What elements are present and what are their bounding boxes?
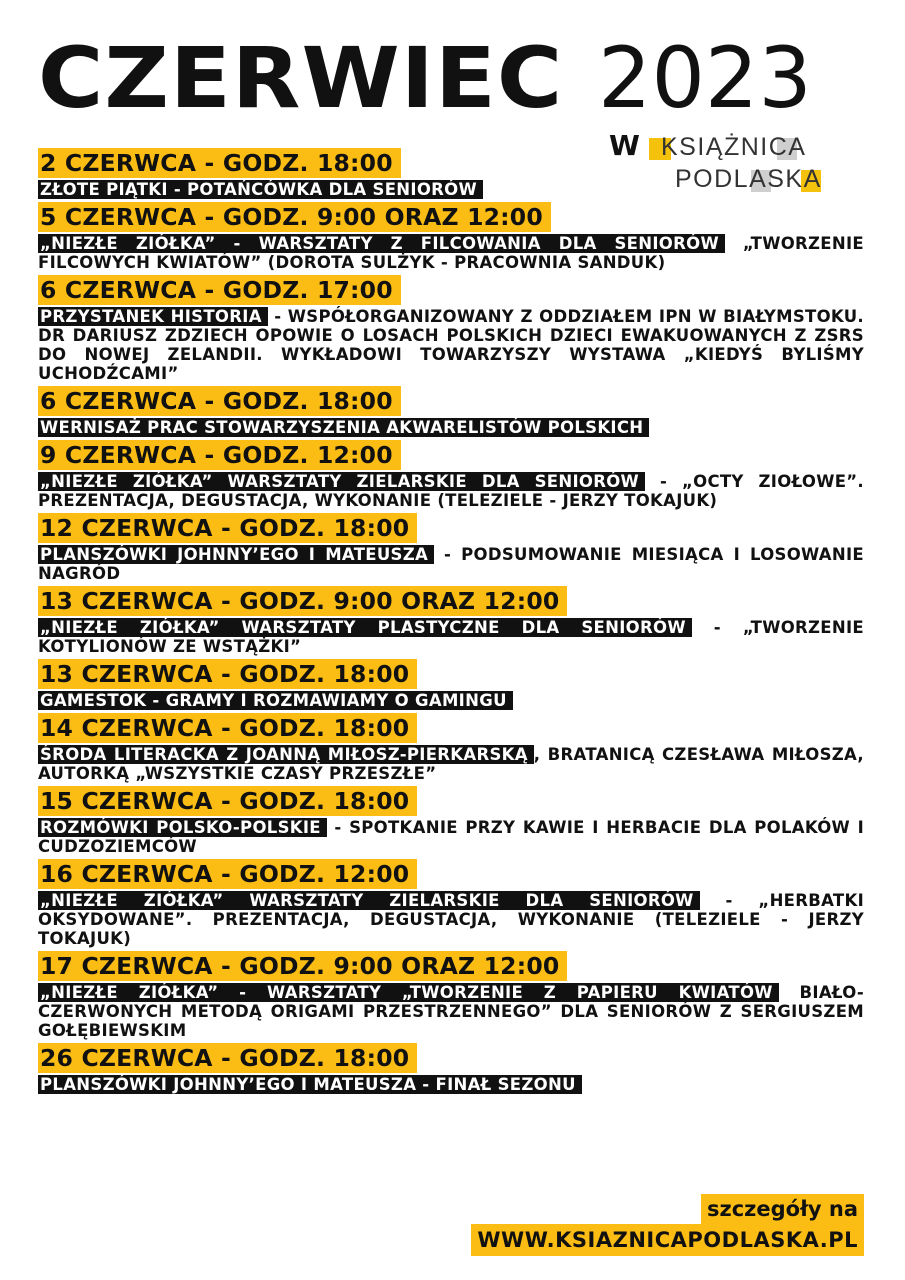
event-item (38, 1043, 864, 1094)
event-details: - „OCTY ZIOŁOWE”. PREZENTACJA, DEGUSTACJA, WYKONANIE (TELEZIELE - JERZY TOKAJUK) (38, 472, 864, 510)
event-date: 6 CZERWCA - GODZ. 17:00 (38, 275, 401, 305)
event-title-highlight: PRZYSTANEK HISTORIA (38, 307, 268, 326)
event-description (38, 234, 864, 272)
event-description (38, 545, 864, 583)
event-description (38, 818, 864, 856)
event-description (38, 983, 864, 1040)
footer-details-label: szczegóły na (701, 1194, 864, 1224)
event-description (38, 418, 864, 437)
event-date: 17 CZERWCA - GODZ. 9:00 ORAZ 12:00 (38, 951, 567, 981)
event-date: 2 CZERWCA - GODZ. 18:00 (38, 148, 401, 178)
event-title-highlight: „NIEZŁE ZIÓŁKA” - WARSZTATY „TWORZENIE Z PAPIERU KWIATÓW (38, 983, 779, 1002)
title-month: CZERWIEC (38, 29, 564, 127)
footer-website-link[interactable]: WWW.KSIAZNICAPODLASKA.PL (471, 1224, 864, 1256)
event-details: - „HERBATKI OKSYDOWANE”. PREZENTACJA, DEGUSTACJA, WYKONANIE (TELEZIELE - JERZY TOKAJUK) (38, 891, 865, 948)
event-description (38, 1075, 864, 1094)
event-date: 14 CZERWCA - GODZ. 18:00 (38, 713, 417, 743)
footer (471, 1194, 864, 1256)
event-details: - „TWORZENIE KOTYLIONÓW ZE WSTĄŻKI” (38, 618, 864, 656)
event-item (38, 786, 864, 856)
event-title-highlight: GAMESTOK - GRAMY I ROZMAWIAMY O GAMINGU (38, 691, 513, 710)
event-date: 13 CZERWCA - GODZ. 9:00 ORAZ 12:00 (38, 586, 567, 616)
event-item (38, 659, 864, 710)
event-item (38, 951, 864, 1040)
event-title-highlight: ZŁOTE PIĄTKI - POTAŃCÓWKA DLA SENIORÓW (38, 180, 483, 199)
event-date: 16 CZERWCA - GODZ. 12:00 (38, 859, 417, 889)
logo-line-2: PODLASKA (675, 165, 822, 193)
event-title-highlight: PLANSZÓWKI JOHNNY’EGO I MATEUSZA - FINAŁ SEZONU (38, 1075, 582, 1094)
event-description (38, 691, 864, 710)
event-details: - PODSUMOWANIE MIESIĄCA I LOSOWANIE NAGRÓD (38, 545, 864, 583)
event-item (38, 275, 864, 383)
event-details: , BRATANICĄ CZESŁAWA MIŁOSZA, AUTORKĄ „WSZYSTKIE CZASY PRZESZŁE” (38, 745, 864, 783)
event-date: 6 CZERWCA - GODZ. 18:00 (38, 386, 401, 416)
event-title-highlight: PLANSZÓWKI JOHNNY’EGO I MATEUSZA (38, 545, 434, 564)
event-description (38, 745, 864, 783)
event-date: 26 CZERWCA - GODZ. 18:00 (38, 1043, 417, 1073)
event-title-highlight: „NIEZŁE ZIÓŁKA” WARSZTATY ZIELARSKIE DLA SENIORÓW (38, 472, 645, 491)
logo-line-1: KSIĄŻNICA (661, 133, 807, 161)
event-item (38, 148, 864, 199)
event-item (38, 202, 864, 272)
event-date: 13 CZERWCA - GODZ. 18:00 (38, 659, 417, 689)
logo-w: W (609, 129, 640, 162)
event-list (38, 148, 864, 1097)
event-date: 9 CZERWCA - GODZ. 12:00 (38, 440, 401, 470)
event-item (38, 713, 864, 783)
event-date: 5 CZERWCA - GODZ. 9:00 ORAZ 12:00 (38, 202, 551, 232)
event-description (38, 891, 864, 948)
event-item (38, 586, 864, 656)
title-year: 2023 (598, 29, 812, 127)
event-title-highlight: WERNISAŻ PRAC STOWARZYSZENIA AKWARELISTÓW POLSKICH (38, 418, 649, 437)
event-item (38, 440, 864, 510)
event-item (38, 513, 864, 583)
event-title-highlight: ŚRODA LITERACKA Z JOANNĄ MIŁOSZ-PIERKARSKĄ (38, 745, 534, 764)
event-description (38, 472, 864, 510)
event-date: 15 CZERWCA - GODZ. 18:00 (38, 786, 417, 816)
event-details: - WSPÓŁORGANIZOWANY Z ODDZIAŁEM IPN W BIAŁYMSTOKU. DR DARIUSZ ZDZIECH OPOWIE O LOSACH POLSKICH DZIECI EWAKUOWANYCH Z ZSRS DO NOWEJ ZELANDII. WYKŁADOWI TOWARZYSZY WYSTAWA „KIEDYŚ BYLIŚMY UCHODŹCAMI” (38, 307, 864, 383)
event-details: „TWORZENIE FILCOWYCH KWIATÓW” (DOROTA SULŻYK - PRACOWNIA SANDUK) (38, 234, 865, 272)
event-details: - SPOTKANIE PRZY KAWIE I HERBACIE DLA POLAKÓW I CUDZOZIEMCÓW (38, 818, 865, 856)
event-date: 12 CZERWCA - GODZ. 18:00 (38, 513, 417, 543)
event-description (38, 180, 864, 199)
event-details: BIAŁO-CZERWONYCH METODĄ ORIGAMI PRZESTRZENNEGO” DLA SENIORÓW Z SERGIUSZEM GOŁĘBIEWSKIM (38, 983, 864, 1040)
event-item (38, 859, 864, 948)
page-title (38, 28, 812, 128)
event-title-highlight: ROZMÓWKI POLSKO-POLSKIE (38, 818, 327, 837)
event-title-highlight: „NIEZŁE ZIÓŁKA” WARSZTATY ZIELARSKIE DLA SENIORÓW (38, 891, 700, 910)
event-title-highlight: „NIEZŁE ZIÓŁKA” - WARSZTATY Z FILCOWANIA DLA SENIORÓW (38, 234, 725, 253)
event-title-highlight: „NIEZŁE ZIÓŁKA” WARSZTATY PLASTYCZNE DLA SENIORÓW (38, 618, 692, 637)
event-description (38, 307, 864, 383)
event-item (38, 386, 864, 437)
event-description (38, 618, 864, 656)
